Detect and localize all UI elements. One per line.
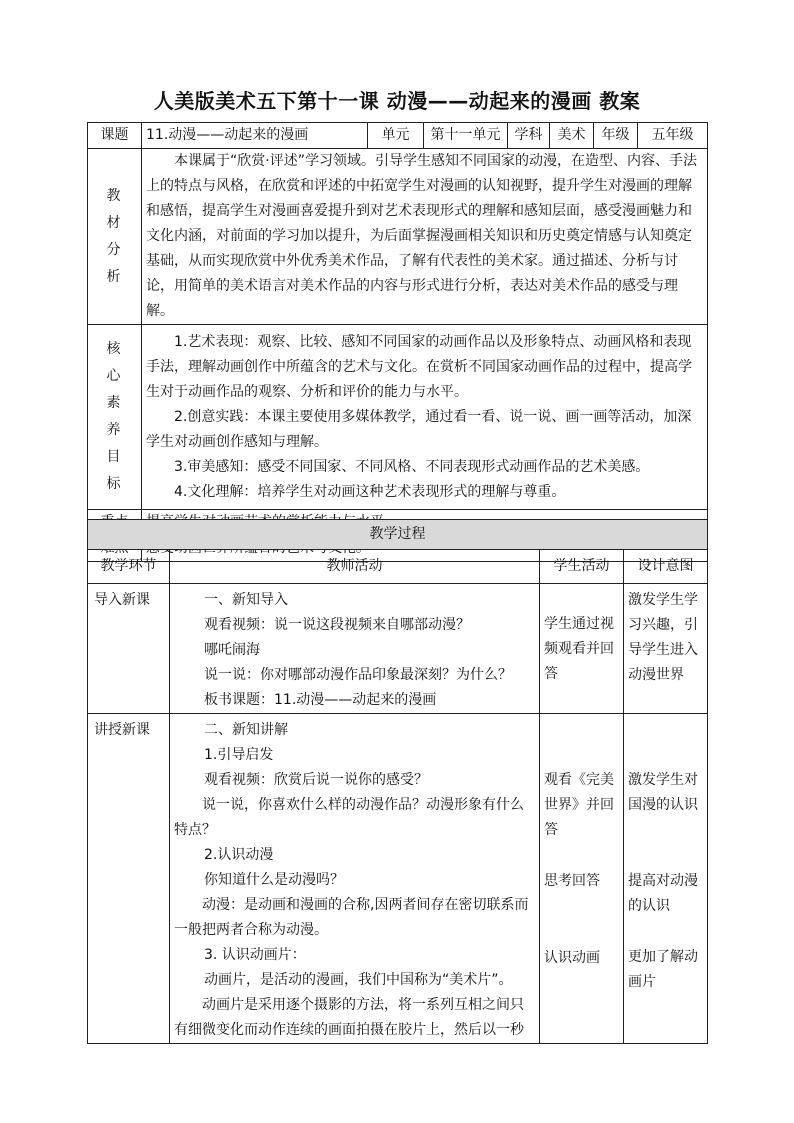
analysis-label: 教 材 分 析 (88, 149, 142, 325)
lecture-intent-1: 激发学生对国漫的认识 (628, 772, 698, 813)
lecture-student (540, 714, 624, 1044)
analysis-text: 本课属于“欣赏·评述”学习领域。引导学生感知不同国家的动漫，在造型、内容、手法上的特点与风格，在欣赏和评述的中拓宽学生对漫画的认知视野，提升学生对漫画的理解和感悟，提高学生对漫画喜爱提升到对艺术表现形式的理解和感知层面，感受漫画魅力和文化内涵，对前面的学习加以提升，为后面掌握漫画相关知识和历史奠定情感与认知奠定基础，从而实现欣赏中外优秀美术作品，了解有代表性的美术家。通过描述、分析与讨论，用简单的美术语言对美术作品的内容与形式进行分析，表达对美术作品的感受与理解。 (142, 149, 708, 325)
lecture-row (88, 714, 708, 1044)
grade-value: 五年级 (638, 123, 708, 149)
literacy-label: 核 心 素 养 目 标 (88, 325, 142, 510)
intro-student: 学生通过视频观看并回答 (540, 584, 624, 714)
lecture-intent-3: 更加了解动画片 (628, 949, 698, 990)
lecture-intent-2: 提高对动漫的认识 (628, 873, 698, 914)
literacy-item-3: 3.审美感知：感受不同国家、不同风格、不同表现形式动画作品的艺术美感。 (174, 458, 650, 475)
literacy-text (142, 325, 708, 510)
intro-intent: 激发学生学习兴趣，引导学生进入动漫世界 (624, 584, 708, 714)
unit-value: 第十一单元 (424, 123, 508, 149)
column-stage: 教学环节 (88, 550, 170, 584)
info-table (87, 122, 708, 562)
info-row (88, 123, 708, 149)
lecture-student-2: 思考回答 (544, 873, 600, 889)
literacy-item-4: 4.文化理解：培养学生对动画这种艺术表现形式的理解与尊重。 (174, 483, 566, 500)
intro-teacher: 一、新知导入 观看视频：说一说这段视频来自哪部动漫？ 哪吒闹海 说一说：你对哪部动漫作品印象最深刻？为什么？ 板书课题：11.动漫——动起来的漫画 (170, 584, 540, 714)
literacy-item-1: 1.艺术表现：观察、比较、感知不同国家的动画作品以及形象特点、动画风格和表现手法，理解动画创作中所蕴含的艺术与文化。在赏析不同国家动画作品的过程中，提高学生对于动画作品的观察、分析和评价的能力与水平。 (146, 333, 692, 400)
literacy-item-2: 2.创意实践：本课主要使用多媒体教学，通过看一看、说一说、画一画等活动，加深学生对动画创作感知与理解。 (146, 408, 692, 450)
process-columns-row (88, 550, 708, 584)
lecture-student-3: 认识动画 (544, 950, 600, 966)
process-header: 教学过程 (88, 520, 708, 550)
unit-label: 单元 (368, 123, 424, 149)
intro-row (88, 584, 708, 714)
process-header-row (88, 520, 708, 550)
lecture-stage: 讲授新课 (88, 714, 170, 1044)
lesson-label: 课题 (88, 123, 142, 149)
subject-value: 美术 (550, 123, 594, 149)
intro-stage: 导入新课 (88, 584, 170, 714)
lecture-student-1: 观看《完美世界》并回答 (544, 772, 614, 838)
column-student: 学生活动 (540, 550, 624, 584)
grade-label: 年级 (594, 123, 638, 149)
lecture-intent (624, 714, 708, 1044)
lecture-teacher: 二、新知讲解 1.引导启发 观看视频：欣赏后说一说你的感受？ 说一说，你喜欢什么样的动漫作品？动漫形象有什么特点？ 2.认识动漫 你知道什么是动漫吗？ 动漫：是动画和漫画的合称,因两者间存在密切联系而一般把两者合称为动漫。 3. 认识动画片： 动画片，是活动的漫画，我们中国称为“美术片”。 动画片是采用逐个摄影的方法，将一系列互相之间只有细微变化而动作连续的画面拍摄在胶片上，然后以一秒 (170, 714, 540, 1044)
page-title: 人美版美术五下第十一课 动漫——动起来的漫画 教案 (153, 89, 641, 113)
subject-label: 学科 (508, 123, 550, 149)
literacy-row (88, 325, 708, 510)
analysis-row (88, 149, 708, 325)
lesson-value: 11.动漫——动起来的漫画 (142, 123, 368, 149)
column-teacher: 教师活动 (170, 550, 540, 584)
process-table (87, 519, 708, 1044)
column-intent: 设计意图 (624, 550, 708, 584)
